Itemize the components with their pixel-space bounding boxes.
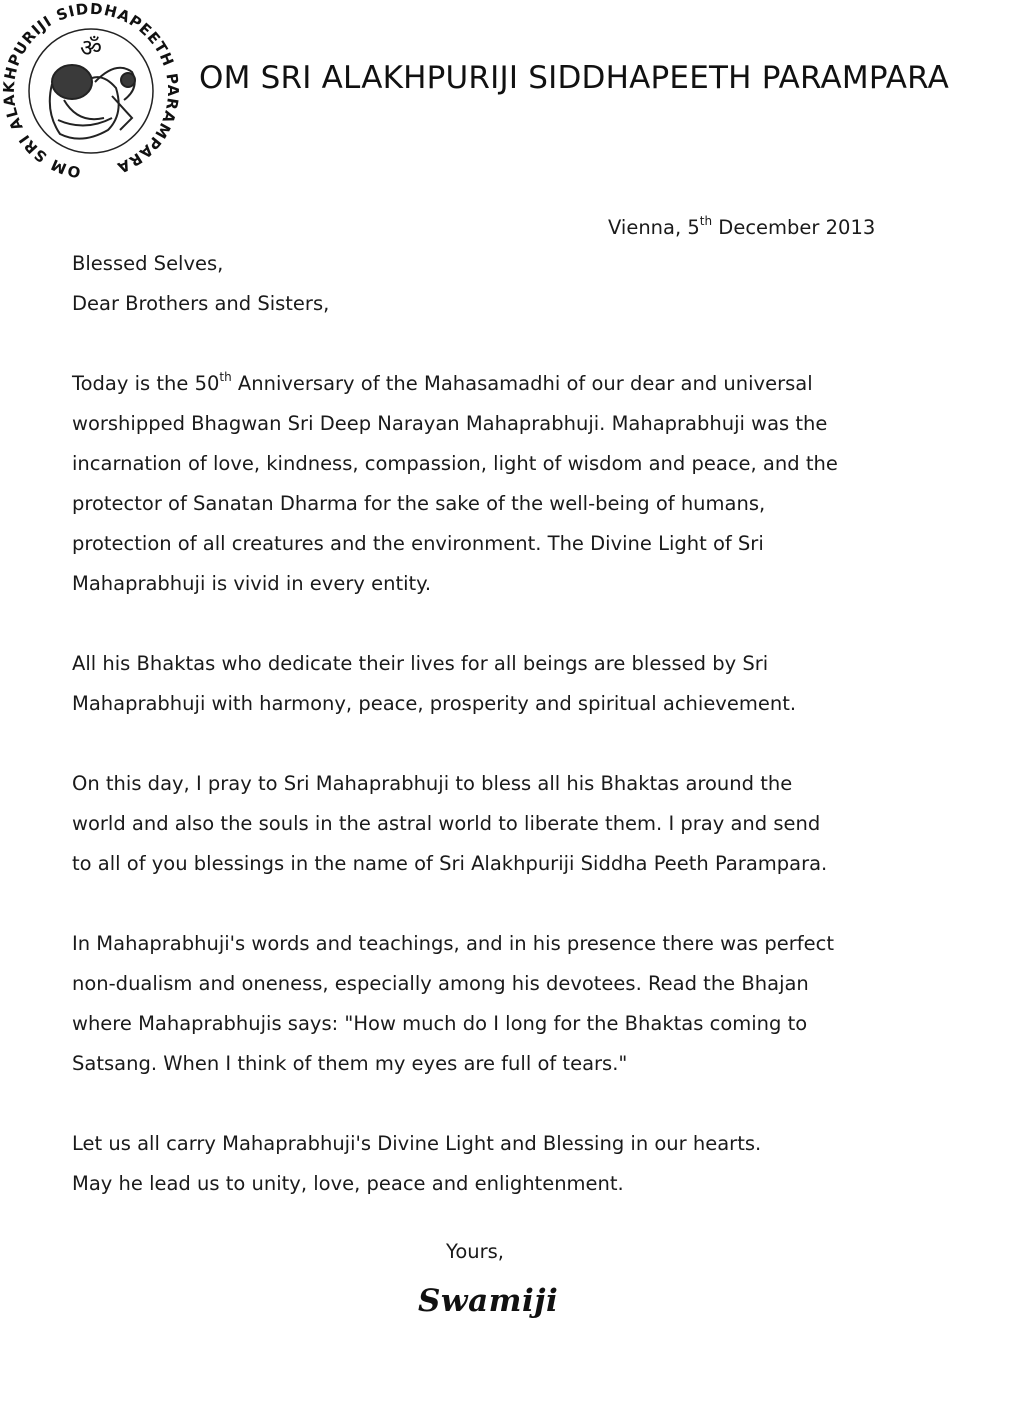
- paragraph-3: [72, 764, 902, 884]
- date-suffix: th: [699, 214, 713, 228]
- date-place: Vienna, 5: [608, 216, 700, 239]
- paragraph-5-line: Let us all carry Mahaprabhuji's Divine Light and Blessing in our hearts.: [72, 1132, 762, 1155]
- organization-logo: [0, 0, 182, 182]
- paragraph-2-line: Mahaprabhuji with harmony, peace, prosperity and spiritual achievement.: [72, 692, 797, 715]
- paragraph-4-line: Satsang. When I think of them my eyes are full of tears.": [72, 1052, 628, 1075]
- paragraph-4-line: where Mahaprabhujis says: "How much do I long for the Bhaktas coming to: [72, 1012, 808, 1035]
- date-rest: December 2013: [712, 216, 876, 239]
- paragraph-5-line: May he lead us to unity, love, peace and enlightenment.: [72, 1172, 624, 1195]
- paragraph-1-line: protector of Sanatan Dharma for the sake of the well-being of humans,: [72, 492, 766, 515]
- letter-body: [72, 244, 902, 1204]
- paragraph-4-line: In Mahaprabhuji's words and teachings, and in his presence there was perfect: [72, 932, 834, 955]
- paragraph-2: [72, 644, 902, 724]
- salutation-line-1: Blessed Selves,: [72, 252, 224, 275]
- paragraph-4: [72, 924, 902, 1084]
- valediction: Yours,: [446, 1240, 504, 1263]
- paragraph-1: [72, 364, 902, 604]
- om-symbol-icon: ॐ: [80, 34, 102, 62]
- svg-text:OM SRI ALAKHPURIJI SIDDHAPEETH: [0, 0, 182, 181]
- organization-title: OM SRI ALAKHPURIJI SIDDHAPEETH PARAMPARA: [199, 60, 950, 96]
- paragraph-1-line: Mahaprabhuji is vivid in every entity.: [72, 572, 432, 595]
- logo-ring-text: OM SRI ALAKHPURIJI SIDDHAPEETH PARAMPARA: [0, 0, 182, 182]
- paragraph-2-line: All his Bhaktas who dedicate their lives for all beings are blessed by Sri: [72, 652, 769, 675]
- signature: Swamiji: [418, 1283, 559, 1319]
- letter-date: [608, 216, 875, 239]
- paragraph-3-line: to all of you blessings in the name of Sri Alakhpuriji Siddha Peeth Parampara.: [72, 852, 828, 875]
- paragraph-1-line: worshipped Bhagwan Sri Deep Narayan Mahaprabhuji. Mahaprabhuji was the: [72, 412, 828, 435]
- paragraph-1-line: incarnation of love, kindness, compassion, light of wisdom and peace, and the: [72, 452, 838, 475]
- paragraph-1-line: Today is the 50th Anniversary of the Mahasamadhi of our dear and universal: [72, 370, 813, 395]
- salutation-line-2: Dear Brothers and Sisters,: [72, 292, 330, 315]
- paragraph-4-line: non-dualism and oneness, especially among his devotees. Read the Bhajan: [72, 972, 809, 995]
- paragraph-5: [72, 1124, 902, 1204]
- guru-figure-icon: [50, 65, 135, 139]
- paragraph-1-line: protection of all creatures and the environment. The Divine Light of Sri: [72, 532, 764, 555]
- paragraph-3-line: On this day, I pray to Sri Mahaprabhuji to bless all his Bhaktas around the: [72, 772, 793, 795]
- paragraph-3-line: world and also the souls in the astral world to liberate them. I pray and send: [72, 812, 821, 835]
